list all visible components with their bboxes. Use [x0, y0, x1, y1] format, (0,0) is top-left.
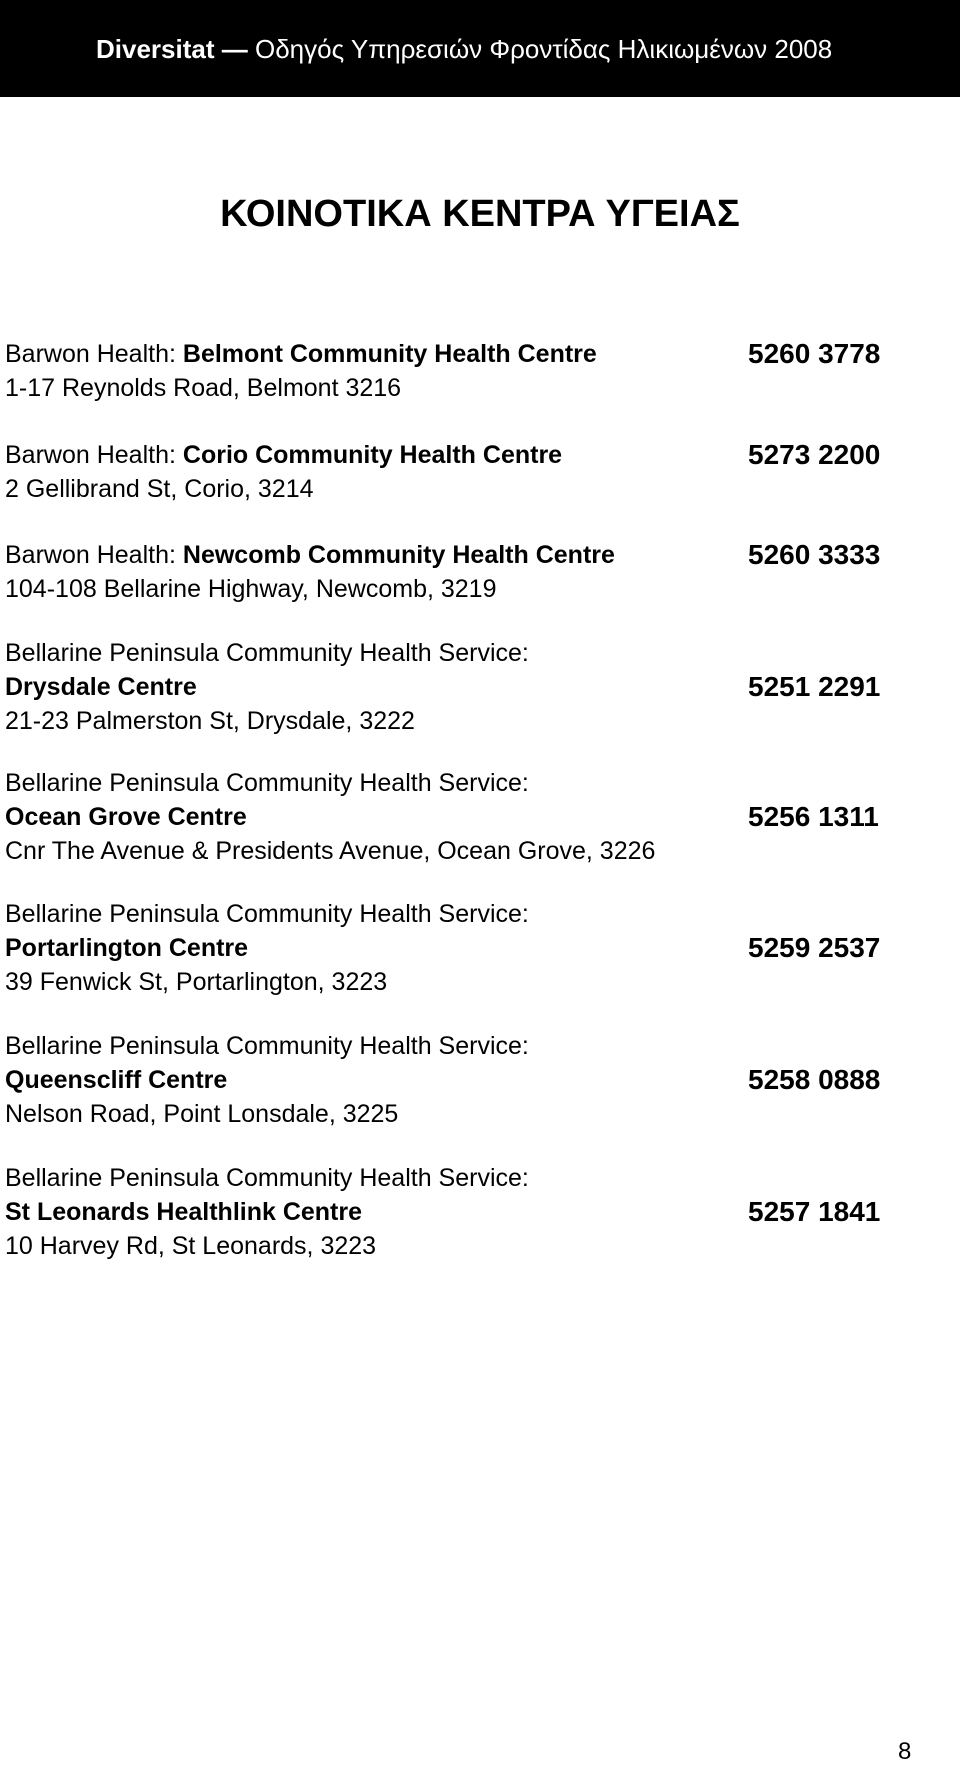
provider-name: Barwon Health:: [5, 541, 176, 569]
centre-name: Corio Community Health Centre: [182, 441, 563, 469]
centre-name: Newcomb Community Health Centre: [182, 541, 615, 569]
centre-address: 39 Fenwick St, Portarlington, 3223: [5, 968, 388, 996]
header-separator: —: [221, 34, 248, 64]
centre-name: Queenscliff Centre: [5, 1066, 228, 1094]
health-centre-entry: [5, 1029, 900, 1131]
phone-number: 5251 2291: [748, 671, 881, 702]
entry-title-line: [5, 800, 900, 834]
health-centre-entry: [5, 897, 900, 999]
centre-name: Belmont Community Health Centre: [182, 340, 597, 368]
centre-address: 2 Gellibrand St, Corio, 3214: [5, 475, 314, 503]
phone-number: 5260 3333: [748, 539, 881, 570]
header-brand: Diversitat: [96, 34, 215, 64]
phone-number: 5259 2537: [748, 932, 881, 963]
provider-name: Barwon Health:: [5, 340, 176, 368]
entry-title-line: [5, 931, 900, 965]
entry-title-line: [5, 438, 900, 472]
provider-name: Bellarine Peninsula Community Health Service:: [5, 639, 529, 667]
health-centre-entry: [5, 438, 900, 506]
phone-number: 5273 2200: [748, 439, 881, 470]
health-centre-entry: [5, 337, 900, 405]
provider-name: Bellarine Peninsula Community Health Service:: [5, 769, 529, 797]
provider-name: Bellarine Peninsula Community Health Service:: [5, 1164, 529, 1192]
entry-title-line: [5, 337, 900, 371]
health-centre-entry: [5, 766, 900, 868]
health-centre-entry: [5, 538, 900, 606]
centre-address: Nelson Road, Point Lonsdale, 3225: [5, 1100, 399, 1128]
header-subtitle: Οδηγός Υπηρεσιών Φροντίδας Ηλικιωμένων 2008: [254, 34, 833, 64]
centre-name: St Leonards Healthlink Centre: [5, 1198, 363, 1226]
page-number: 8: [898, 1738, 912, 1765]
entry-title-line: [5, 1063, 900, 1097]
header-title: [96, 33, 832, 65]
header-bar: [0, 0, 960, 97]
entry-title-line: [5, 670, 900, 704]
page-title: ΚΟΙΝΟΤΙΚΑ ΚΕΝΤΡΑ ΥΓΕΙΑΣ: [220, 193, 740, 235]
provider-name: Bellarine Peninsula Community Health Service:: [5, 900, 529, 928]
phone-number: 5258 0888: [748, 1064, 881, 1095]
centre-address: 104-108 Bellarine Highway, Newcomb, 3219: [5, 575, 497, 603]
centre-address: Cnr The Avenue & Presidents Avenue, Ocean Grove, 3226: [5, 837, 656, 865]
health-centre-entry: [5, 1161, 900, 1263]
centre-name: Portarlington Centre: [5, 934, 249, 962]
entry-title-line: [5, 1195, 900, 1229]
provider-name: Barwon Health:: [5, 441, 176, 469]
entry-title-line: [5, 538, 900, 572]
phone-number: 5260 3778: [748, 338, 881, 369]
health-centre-entry: [5, 636, 900, 738]
phone-number: 5257 1841: [748, 1196, 881, 1227]
centre-name: Drysdale Centre: [5, 673, 197, 701]
centre-name: Ocean Grove Centre: [5, 803, 247, 831]
centre-address: 10 Harvey Rd, St Leonards, 3223: [5, 1232, 377, 1260]
phone-number: 5256 1311: [748, 801, 879, 832]
centre-address: 1-17 Reynolds Road, Belmont 3216: [5, 374, 402, 402]
provider-name: Bellarine Peninsula Community Health Service:: [5, 1032, 529, 1060]
centre-address: 21-23 Palmerston St, Drysdale, 3222: [5, 707, 415, 735]
